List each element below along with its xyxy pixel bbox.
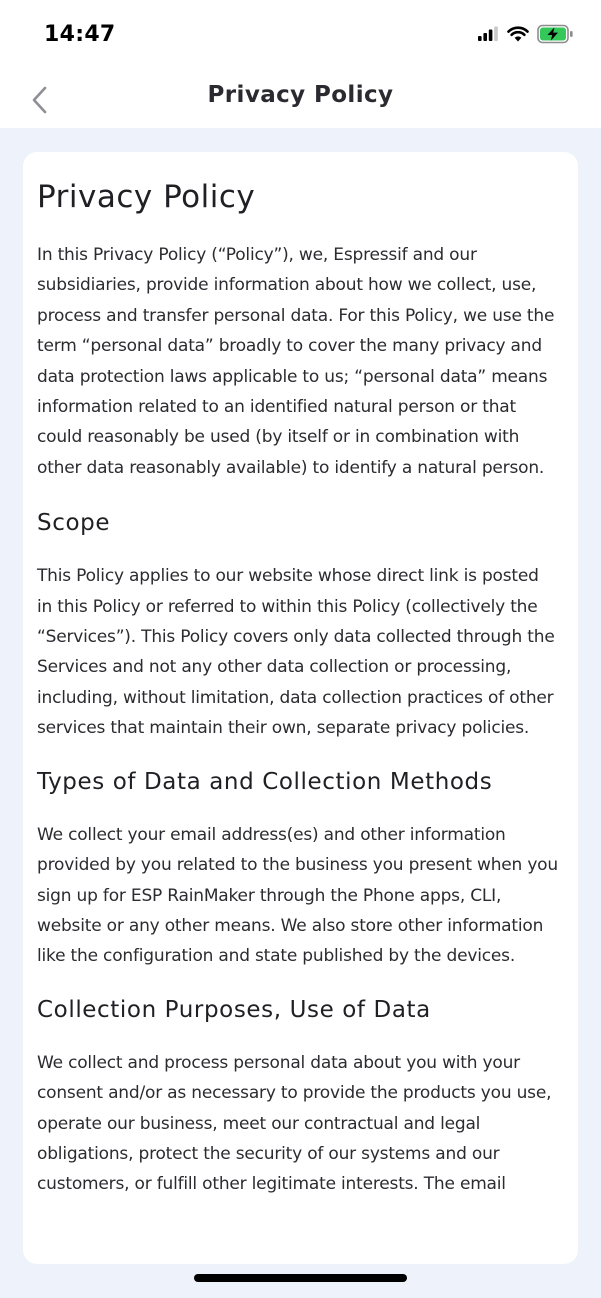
status-bar: [0, 0, 601, 72]
section-body-scope: This Policy applies to our website whose direct link is posted in this Policy or referred to within this Policy (collectively the “Services”). This Policy covers only data collected through the Services and not any other data collection or processing, including, without limitation, data collection practices of other services that maintain their own, separate privacy policies.: [37, 566, 555, 739]
section-heading-scope: Scope: [37, 510, 111, 537]
intro-paragraph: In this Privacy Policy (“Policy”), we, Espressif and our subsidiaries, provide information about how we collect, use, process and transfer personal data. For this Policy, we use the term “personal data” broadly to cover the many privacy and data protection laws applicable to us; “personal data” means information related to an identified natural person or that could reasonably be used (by itself or in combination with other data reasonably available) to identify a natural person.: [37, 245, 555, 478]
section-heading-types-of-data: Types of Data and Collection Methods: [37, 768, 493, 795]
home-indicator[interactable]: [194, 1274, 407, 1282]
status-time: 14:47: [44, 22, 116, 47]
cellular-signal-icon: [477, 26, 499, 42]
policy-content: [23, 152, 558, 1200]
nav-title: Privacy Policy: [207, 82, 394, 108]
status-icons: [477, 24, 575, 44]
section-heading-collection-purposes: Collection Purposes, Use of Data: [37, 996, 431, 1023]
policy-card[interactable]: [23, 152, 578, 1264]
document-title: Privacy Policy: [37, 179, 256, 215]
section-body-types-of-data: We collect your email address(es) and other information provided by you related to the business you present when you sign up for ESP RainMaker through the Phone apps, CLI, website or any other means. We also store other information like the configuration and state published by the devices.: [37, 824, 558, 967]
battery-charging-icon: [537, 24, 575, 44]
navigation-bar: [0, 72, 601, 128]
wifi-icon: [507, 26, 529, 42]
section-body-collection-purposes: We collect and process personal data about you with your consent and/or as necessary to provide the products you use, operate our business, meet our contractual and legal obligations, protect the security of our systems and our customers, or fulfill other legitimate interests. The email: [37, 1052, 552, 1195]
